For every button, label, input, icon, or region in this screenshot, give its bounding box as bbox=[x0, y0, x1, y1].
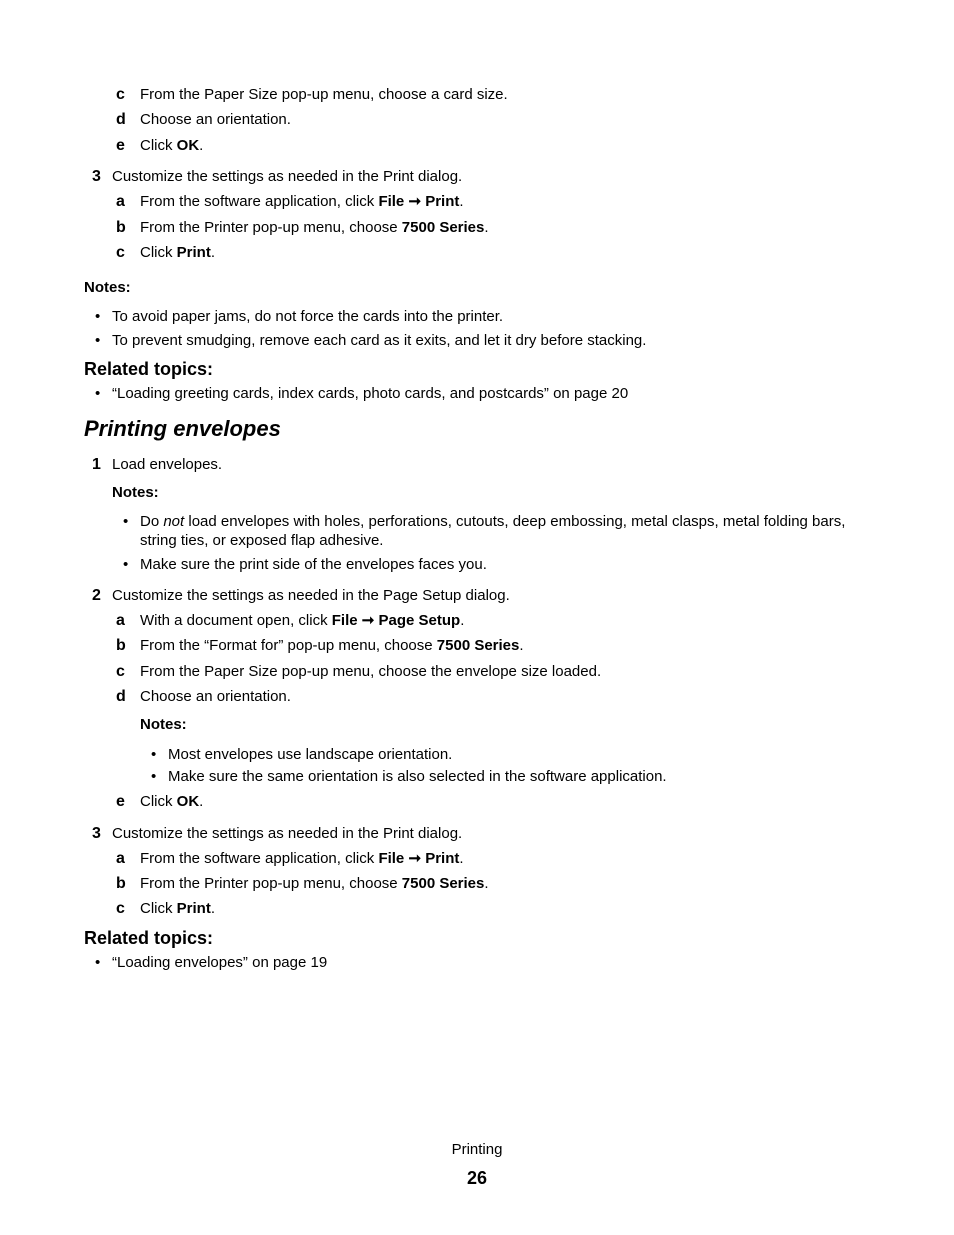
step-text: Load envelopes. bbox=[112, 456, 223, 473]
step-number: 1 bbox=[92, 456, 101, 473]
arrow-icon: ➞ bbox=[408, 193, 422, 210]
step-label: c bbox=[116, 244, 125, 261]
notes-label: Notes: bbox=[140, 716, 187, 733]
note-item: To prevent smudging, remove each card as it exits, and let it dry before stacking. bbox=[112, 332, 647, 349]
step-label: c bbox=[116, 900, 125, 917]
step-text: Choose an orientation. bbox=[140, 688, 291, 705]
step-text: From the software application, click File ➞ Print. bbox=[140, 850, 464, 867]
bullet-icon: • bbox=[123, 556, 129, 573]
step-label: b bbox=[116, 875, 126, 892]
step-label: c bbox=[116, 86, 125, 103]
step-number: 3 bbox=[92, 825, 101, 842]
step-label: a bbox=[116, 612, 125, 629]
step-text: From the Paper Size pop-up menu, choose a card size. bbox=[140, 86, 508, 103]
notes-label: Notes: bbox=[84, 279, 131, 296]
step-text: From the Printer pop-up menu, choose 7500 Series. bbox=[140, 219, 489, 236]
bullet-icon: • bbox=[151, 746, 157, 763]
step-text: Click Print. bbox=[140, 244, 216, 261]
arrow-icon: ➞ bbox=[361, 612, 375, 629]
related-link[interactable]: “Loading greeting cards, index cards, photo cards, and postcards” on page 20 bbox=[112, 385, 629, 402]
notes-label: Notes: bbox=[112, 484, 159, 501]
step-text: Click OK. bbox=[140, 137, 204, 154]
step-number: 3 bbox=[92, 168, 101, 185]
note-item: To avoid paper jams, do not force the cards into the printer. bbox=[112, 308, 504, 325]
note-item: Do not load envelopes with holes, perforations, cutouts, deep embossing, metal clasps, metal folding bars, bbox=[140, 513, 846, 530]
arrow-icon: ➞ bbox=[408, 850, 422, 867]
bullet-icon: • bbox=[95, 385, 101, 402]
step-text: Click OK. bbox=[140, 793, 204, 810]
step-label: d bbox=[116, 688, 126, 705]
step-text: From the Paper Size pop-up menu, choose the envelope size loaded. bbox=[140, 663, 602, 680]
related-topics-heading: Related topics: bbox=[84, 928, 214, 948]
bullet-icon: • bbox=[95, 308, 101, 325]
step-label: b bbox=[116, 637, 126, 654]
step-label: b bbox=[116, 219, 126, 236]
step-number: 2 bbox=[92, 587, 101, 604]
page-number: 26 bbox=[466, 1168, 488, 1188]
step-text: Choose an orientation. bbox=[140, 111, 291, 128]
note-item: Make sure the print side of the envelopes faces you. bbox=[140, 556, 487, 573]
step-text: Click Print. bbox=[140, 900, 216, 917]
step-text: From the “Format for” pop-up menu, choose 7500 Series. bbox=[140, 637, 524, 654]
note-item-continued: string ties, or exposed flap adhesive. bbox=[140, 532, 384, 549]
footer-section-name: Printing bbox=[451, 1141, 503, 1158]
step-label: a bbox=[116, 193, 125, 210]
step-label: e bbox=[116, 793, 125, 810]
step-text: From the Printer pop-up menu, choose 7500 Series. bbox=[140, 875, 489, 892]
section-title: Printing envelopes bbox=[84, 416, 281, 441]
step-text: Customize the settings as needed in the Print dialog. bbox=[112, 825, 463, 842]
bullet-icon: • bbox=[123, 513, 129, 530]
step-label: d bbox=[116, 111, 126, 128]
step-label: e bbox=[116, 137, 125, 154]
related-topics-heading: Related topics: bbox=[84, 359, 214, 379]
step-text: Customize the settings as needed in the Page Setup dialog. bbox=[112, 587, 510, 604]
step-text: From the software application, click File ➞ Print. bbox=[140, 193, 464, 210]
bullet-icon: • bbox=[151, 768, 157, 785]
step-text: With a document open, click File ➞ Page Setup. bbox=[140, 612, 465, 629]
note-item: Most envelopes use landscape orientation. bbox=[168, 746, 453, 763]
step-text: Customize the settings as needed in the Print dialog. bbox=[112, 168, 463, 185]
related-link[interactable]: “Loading envelopes” on page 19 bbox=[112, 954, 328, 971]
bullet-icon: • bbox=[95, 954, 101, 971]
step-label: a bbox=[116, 850, 125, 867]
note-item: Make sure the same orientation is also selected in the software application. bbox=[168, 768, 667, 785]
step-label: c bbox=[116, 663, 125, 680]
bullet-icon: • bbox=[95, 332, 101, 349]
